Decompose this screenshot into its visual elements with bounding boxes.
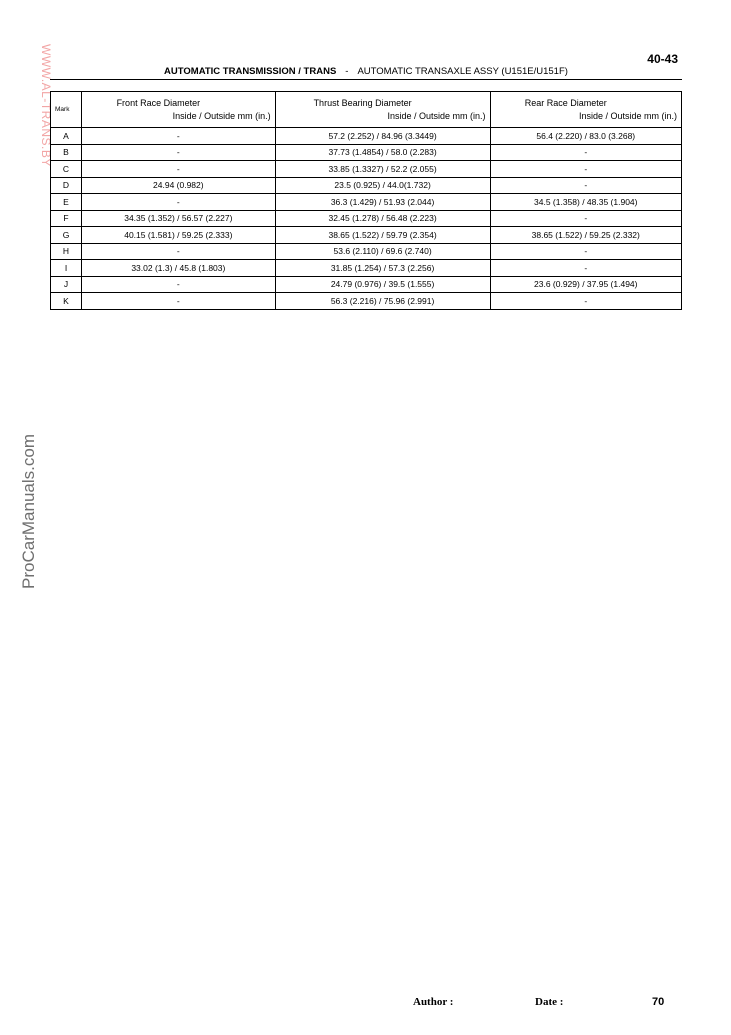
front-race-cell: 34.35 (1.352) / 56.57 (2.227) — [82, 210, 276, 227]
header-subsection: AUTOMATIC TRANSAXLE ASSY (U151E/U151F) — [357, 66, 568, 77]
footer-page-number: 70 — [652, 996, 665, 1008]
thrust-bearing-column-header — [275, 92, 490, 128]
mark-cell: D — [51, 177, 82, 194]
page-number: 40-43 — [647, 52, 678, 66]
table-row — [51, 144, 682, 161]
front-race-cell: - — [82, 276, 276, 293]
mark-cell: B — [51, 144, 82, 161]
table-row — [51, 260, 682, 277]
table-row — [51, 128, 682, 145]
page-footer — [0, 996, 731, 1012]
table-row — [51, 177, 682, 194]
front-race-cell: 33.02 (1.3) / 45.8 (1.803) — [82, 260, 276, 277]
front-race-cell: 40.15 (1.581) / 59.25 (2.333) — [82, 227, 276, 244]
bearing-race-diameter-table — [50, 91, 682, 310]
mark-cell: F — [51, 210, 82, 227]
rear-race-cell: - — [490, 177, 681, 194]
front-race-units: Inside / Outside mm (in.) — [172, 110, 271, 121]
rear-race-cell: 34.5 (1.358) / 48.35 (1.904) — [490, 194, 681, 211]
thrust-bearing-cell: 56.3 (2.216) / 75.96 (2.991) — [275, 293, 490, 310]
rear-race-units: Inside / Outside mm (in.) — [578, 110, 677, 121]
mark-column-header: Mark — [51, 92, 82, 128]
rear-race-cell: - — [490, 260, 681, 277]
thrust-bearing-cell: 53.6 (2.110) / 69.6 (2.740) — [275, 243, 490, 260]
table-row — [51, 194, 682, 211]
mark-cell: C — [51, 161, 82, 178]
mark-cell: I — [51, 260, 82, 277]
mark-cell: J — [51, 276, 82, 293]
table-row — [51, 243, 682, 260]
mark-cell: E — [51, 194, 82, 211]
front-race-cell: - — [82, 293, 276, 310]
table-header-row — [51, 92, 682, 128]
front-race-cell: - — [82, 243, 276, 260]
watermark-site: ProCarManuals.com — [19, 434, 38, 589]
mark-cell: K — [51, 293, 82, 310]
thrust-bearing-cell: 33.85 (1.3327) / 52.2 (2.055) — [275, 161, 490, 178]
table-row — [51, 293, 682, 310]
front-race-cell: - — [82, 128, 276, 145]
table-row — [51, 161, 682, 178]
front-race-cell: 24.94 (0.982) — [82, 177, 276, 194]
mark-cell: H — [51, 243, 82, 260]
rear-race-cell: - — [490, 243, 681, 260]
thrust-bearing-cell: 23.5 (0.925) / 44.0(1.732) — [275, 177, 490, 194]
thrust-bearing-cell: 24.79 (0.976) / 39.5 (1.555) — [275, 276, 490, 293]
rear-race-cell: - — [490, 210, 681, 227]
rear-race-cell: 23.6 (0.929) / 37.95 (1.494) — [490, 276, 681, 293]
mark-cell: G — [51, 227, 82, 244]
header-separator: - — [345, 66, 349, 77]
thrust-bearing-cell: 57.2 (2.252) / 84.96 (3.3449) — [275, 128, 490, 145]
rear-race-cell: - — [490, 293, 681, 310]
date-label: Date : — [535, 996, 564, 1008]
table-body — [51, 128, 682, 310]
rear-race-column-header — [490, 92, 681, 128]
front-race-title: Front Race Diameter — [116, 97, 201, 108]
thrust-bearing-cell: 36.3 (1.429) / 51.93 (2.044) — [275, 194, 490, 211]
table-row — [51, 227, 682, 244]
front-race-cell: - — [82, 161, 276, 178]
rear-race-cell: 38.65 (1.522) / 59.25 (2.332) — [490, 227, 681, 244]
rear-race-cell: 56.4 (2.220) / 83.0 (3.268) — [490, 128, 681, 145]
rear-race-cell: - — [490, 144, 681, 161]
table-row — [51, 276, 682, 293]
rear-race-cell: - — [490, 161, 681, 178]
page-header — [50, 66, 682, 80]
front-race-cell: - — [82, 194, 276, 211]
author-label: Author : — [413, 996, 454, 1008]
thrust-bearing-cell: 32.45 (1.278) / 56.48 (2.223) — [275, 210, 490, 227]
table-row — [51, 210, 682, 227]
front-race-column-header — [82, 92, 276, 128]
thrust-bearing-cell: 38.65 (1.522) / 59.79 (2.354) — [275, 227, 490, 244]
rear-race-title: Rear Race Diameter — [524, 97, 607, 108]
thrust-bearing-units: Inside / Outside mm (in.) — [387, 110, 486, 121]
watermark-url: WWW.AL-TRANS.BY — [39, 44, 53, 167]
thrust-bearing-cell: 37.73 (1.4854) / 58.0 (2.283) — [275, 144, 490, 161]
header-section: AUTOMATIC TRANSMISSION / TRANS — [164, 66, 337, 77]
mark-cell: A — [51, 128, 82, 145]
thrust-bearing-cell: 31.85 (1.254) / 57.3 (2.256) — [275, 260, 490, 277]
front-race-cell: - — [82, 144, 276, 161]
thrust-bearing-title: Thrust Bearing Diameter — [313, 97, 412, 108]
